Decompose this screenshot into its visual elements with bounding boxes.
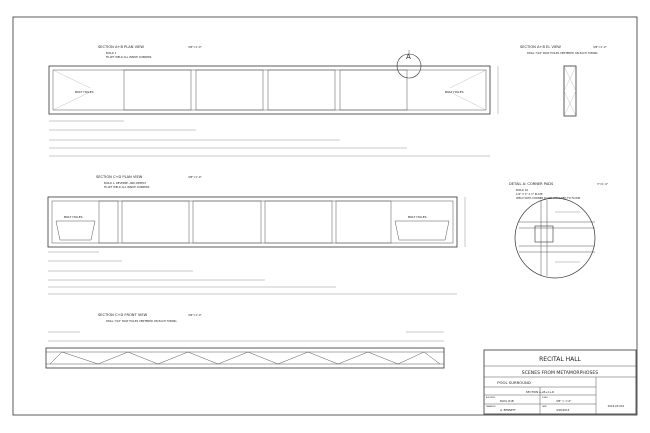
ab-label-left: BOLT HOLES <box>75 90 94 94</box>
corner-detail-circle <box>515 198 595 278</box>
cd-frame-cells <box>99 201 391 243</box>
cd-front-view <box>46 313 444 368</box>
cd-truss-web <box>50 352 440 364</box>
cd-label-left: BOLT HOLES <box>64 215 83 219</box>
cd-bolt-pads <box>56 221 449 240</box>
cd-frame-outer <box>48 197 457 247</box>
cd-plan-scale: 3/8"=1'-0" <box>188 176 202 179</box>
ab-dimension-lines <box>49 66 498 156</box>
ab-end-view <box>520 45 607 116</box>
tb-scale-value: 3/8" = 1'-0" <box>556 400 572 403</box>
cd-plan-note1: BUILD 1, REVERSE, AND REPEAT <box>104 182 146 185</box>
tb-building-value: BLDG #1B <box>500 400 514 403</box>
ab-end-scale: 3/8"=1'-0" <box>593 46 607 49</box>
corner-dimension-lines <box>555 212 580 262</box>
title-drawing: POOL SURROUND <box>497 380 531 385</box>
ab-end-frame <box>564 66 576 116</box>
ab-plan-note2: FILLET WELD ALL INSIDE CORNERS <box>106 56 152 59</box>
corner-detail <box>509 182 608 278</box>
tb-date-label: DATE <box>542 406 547 408</box>
cd-truss-frame <box>46 348 444 368</box>
corner-tubes <box>519 200 595 276</box>
tb-drawn-value: G. BENNETT <box>500 409 516 412</box>
ab-end-braces <box>564 66 576 116</box>
cd-front-scale: 3/8"=1'-0" <box>188 314 202 317</box>
cd-frame-inner <box>52 201 453 243</box>
ab-section-marker-letter: A <box>406 53 411 61</box>
ab-diagonal-braces <box>53 70 486 110</box>
cd-plan-note2: FILLET WELD ALL INSIDE CORNERS <box>104 186 150 189</box>
tb-building-label: BUILDING <box>486 397 495 399</box>
cd-plan-view <box>48 175 465 294</box>
cd-front-dimension-lines <box>48 332 444 341</box>
corner-note1: BUILD 16 <box>516 189 529 192</box>
title-subtitle: SECTION A+B+C+D <box>525 390 555 394</box>
corner-note3: WELD WITH CORNER PLATE ATTACHED TO FLOOR <box>516 197 581 200</box>
title-production: SCENES FROM METAMORPHOSES <box>521 371 599 376</box>
tb-sheet-number: 2016-03-001 <box>607 405 625 408</box>
ab-end-title: SECTION A+B EL VIEW <box>520 45 561 49</box>
cd-label-right: BOLT HOLES <box>408 215 427 219</box>
ab-plan-title: SECTION A+B PLAN VIEW <box>98 45 144 49</box>
title-venue: RECITAL HALL <box>539 356 581 363</box>
ab-plan-note1: BUILD 1 <box>106 52 117 55</box>
corner-title: DETAIL A: CORNER PADS <box>509 182 554 186</box>
ab-label-right: BOLT HOLES <box>445 90 464 94</box>
tb-date-value: 3/28/2016 <box>556 409 570 412</box>
cd-front-title: SECTION C+D FRONT VIEW <box>98 313 148 317</box>
corner-scale: 3"=1'-0" <box>597 183 609 186</box>
cd-dimension-lines <box>48 197 465 294</box>
ab-plan-scale: 3/8"=1'-0" <box>188 46 202 49</box>
corner-note2: 1/4" X 3" X 3" PLATE <box>516 193 543 196</box>
cd-plan-title: SECTION C+D PLAN VIEW <box>96 175 143 179</box>
corner-plate <box>535 226 553 242</box>
ab-frame-inner <box>53 70 486 110</box>
ab-end-note: DRILL 7/16" BOLT HOLES CENTERED ON EACH TUBING <box>527 52 598 55</box>
ab-plan-view <box>49 45 498 156</box>
ab-frame-cells <box>124 70 407 110</box>
title-block <box>484 350 636 414</box>
ab-frame-outer <box>49 66 490 114</box>
tb-drawn-label: DRAWN BY <box>486 406 496 408</box>
cd-front-note: DRILL 7/16" BOLT HOLES CENTERED ON EACH TUBING <box>106 320 177 323</box>
tb-scale-label: SCALE <box>542 397 548 399</box>
